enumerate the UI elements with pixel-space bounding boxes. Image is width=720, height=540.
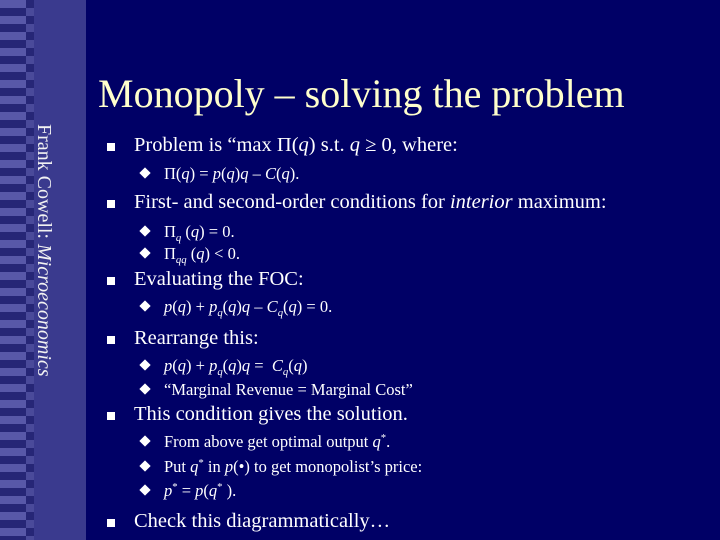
sidebar <box>0 0 86 540</box>
bullet-text: First- and second-order conditions for interior maximum: <box>134 191 607 213</box>
bullet-text: Rearrange this: <box>134 327 259 349</box>
diamond-bullet-icon <box>139 383 150 394</box>
bullet-text: This condition gives the solution. <box>134 403 408 425</box>
sub-bullet-text: p* = p(q* ). <box>164 481 237 500</box>
diamond-bullet-icon <box>139 435 150 446</box>
sub-bullet-text: Π(q) = p(q)q – C(q). <box>164 164 300 183</box>
slide-title: Monopoly – solving the problem <box>98 71 625 116</box>
bullet-item <box>134 403 408 426</box>
square-bullet-icon <box>107 277 115 285</box>
sub-bullet-item <box>164 164 299 184</box>
sub-bullet-item <box>164 481 236 501</box>
bullet-text: Evaluating the FOC: <box>134 268 304 290</box>
square-bullet-icon <box>107 412 115 420</box>
sub-bullet-item <box>164 297 332 317</box>
bullet-item <box>134 134 458 157</box>
diamond-bullet-icon <box>139 484 150 495</box>
bullet-item <box>134 191 607 214</box>
sub-bullet-text: $\Pi_{qq}$ (q) < 0. <box>164 244 240 266</box>
square-bullet-icon <box>107 336 115 344</box>
bullet-text: Problem is “max Π(q) s.t. q ≥ 0, where: <box>134 134 458 156</box>
diamond-bullet-icon <box>139 359 150 370</box>
square-bullet-icon <box>107 519 115 527</box>
sub-bullet-item <box>164 244 240 264</box>
diamond-bullet-icon <box>139 225 150 236</box>
author-credit <box>32 124 55 377</box>
sub-bullet-item <box>164 356 307 376</box>
sub-bullet-text: $p(q) + p_q(q)q = C_q(q)$ <box>164 356 308 378</box>
sub-bullet-item <box>164 222 235 242</box>
course-subject: Microeconomics <box>33 244 55 377</box>
diamond-bullet-icon <box>139 167 150 178</box>
author-name: Frank Cowell: <box>33 124 55 244</box>
square-bullet-icon <box>107 143 115 151</box>
sidebar-pattern <box>0 0 26 540</box>
sub-bullet-item <box>164 380 413 400</box>
sub-bullet-text: $\Pi_q$ (q) = 0. <box>164 222 235 244</box>
bullet-item <box>134 327 259 350</box>
sub-bullet-item <box>164 457 422 477</box>
diamond-bullet-icon <box>139 300 150 311</box>
sub-bullet-text: From above get optimal output q*. <box>164 432 391 451</box>
sub-bullet-item <box>164 432 390 452</box>
bullet-item <box>134 268 304 291</box>
sub-bullet-text: $p(q) + p_q(q)q - C_q(q) = 0$. <box>164 297 333 319</box>
sub-bullet-text: Put q* in p(•) to get monopolist’s price: <box>164 457 423 476</box>
diamond-bullet-icon <box>139 460 150 471</box>
bullet-item <box>134 510 390 533</box>
diamond-bullet-icon <box>139 247 150 258</box>
bullet-text: Check this diagrammatically… <box>134 510 391 532</box>
sub-bullet-text: “Marginal Revenue = Marginal Cost” <box>164 380 413 399</box>
square-bullet-icon <box>107 200 115 208</box>
